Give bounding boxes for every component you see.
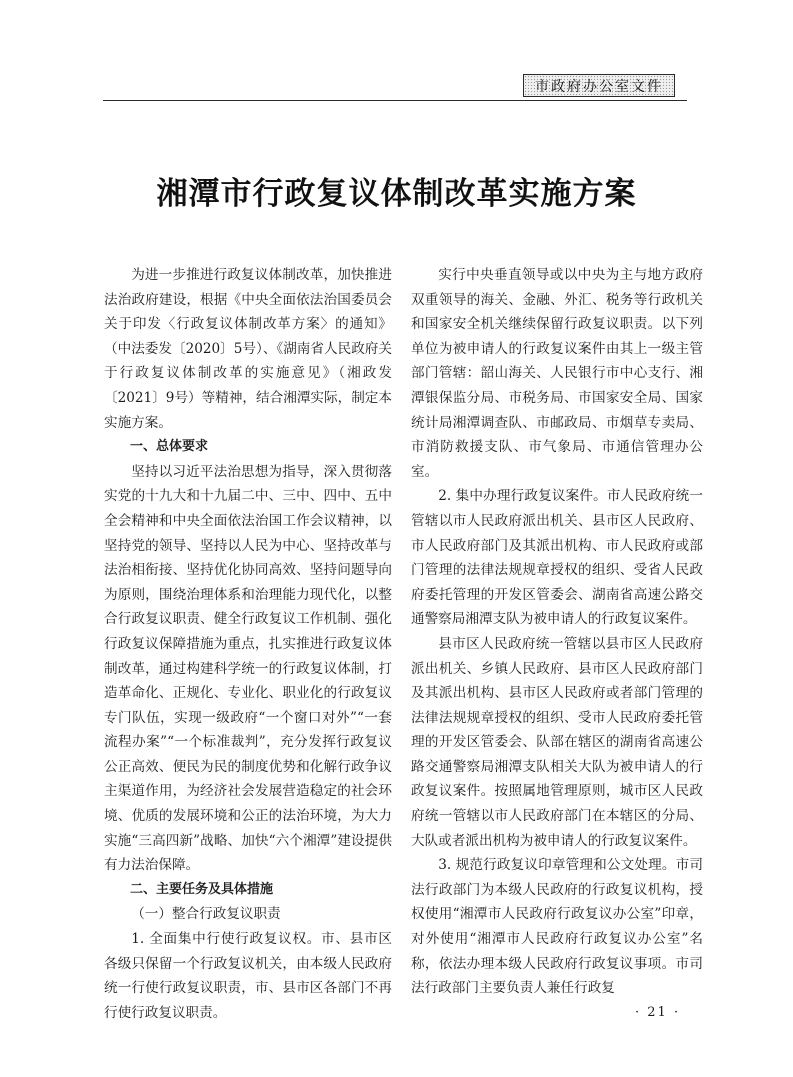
item-2-paragraph: 2. 集中办理行政复议案件。市人民政府统一管辖以市人民政府派出机关、县市区人民政府、市人民政府部门及其派出机构、市人民政府或部门管理的法律法规规章授权的组织、受省人民政府委托管理的开发区管委会、湖南省高速公路交通警察局湘潭支队为被申请人的行政复议案件。	[411, 488, 703, 628]
county-jurisdiction-paragraph: 县市区人民政府统一管辖以县市区人民政府派出机关、乡镇人民政府、县市区人民政府部门及其派出机构、县市区人民政府或者部门管理的法律法规规章授权的组织、受市人民政府委托管理的开发区管委会、队部在辖区的湖南省高速公路交通警察局湘潭支队相关大队为被申请人的行政复议案件。按照属地管理原则，城市区人民政府统一管辖以市人民政府部门在本辖区的分局、大队或者派出机构为被申请人的行政复议案件。	[411, 635, 703, 849]
right-column	[411, 263, 703, 1001]
section-label: 市政府办公室文件	[523, 74, 675, 97]
intro-paragraph: 为进一步推进行政复议体制改革，加快推进法治政府建设，根据《中央全面依法治国委员会关于印发〈行政复议体制改革方案〉的通知》（中法委发〔2020〕5号）、《湖南省人民政府关于行政复议体制改革的实施意见》（湘政发〔2021〕9号）等精神，结合湘潭实际，制定本实施方案。	[104, 267, 392, 431]
header-rule	[103, 100, 687, 101]
item-1-paragraph: 1. 全面集中行使行政复议权。市、县市区各级只保留一个行政复议机关，由本级人民政府统一行使行政复议职责，市、县市区各部门不再行使行政复议职责。	[104, 931, 392, 1021]
document-title: 湘潭市行政复议体制改革实施方案	[156, 176, 637, 212]
page-number: · 21 ·	[635, 1005, 681, 1020]
section-heading-main-tasks: 二、主要任务及具体措施	[130, 881, 274, 897]
item-3-paragraph: 3. 规范行政复议印章管理和公文处理。市司法行政部门为本级人民政府的行政复议机构，授权使用“湘潭市人民政府行政复议办公室”印章，对外使用“湘潭市人民政府行政复议办公室”名称，依法办理本级人民政府行政复议事项。市司法行政部门主要负责人兼任行政复	[411, 857, 703, 997]
subsection-heading-integrate-duties: （一）整合行政复议职责	[131, 906, 281, 923]
item-1-continuation-paragraph: 实行中央垂直领导或以中央为主与地方政府双重领导的海关、金融、外汇、税务等行政机关和国家安全机关继续保留行政复议职责。以下列单位为被申请人的行政复议案件由其上一级主管部门管辖：韶山海关、人民银行市中心支行、湘潭银保监分局、市税务局、市国家安全局、国家统计局湘潭调查队、市邮政局、市烟草专卖局、市消防救援支队、市气象局、市通信管理办公室。	[411, 267, 703, 480]
section-heading-general-requirements: 一、总体要求	[130, 439, 209, 455]
general-requirements-paragraph: 坚持以习近平法治思想为指导，深入贯彻落实党的十九大和十九届二中、三中、四中、五中全会精神和中央全面依法治国工作会议精神，以坚持党的领导、坚持以人民为中心、坚持改革与法治相衔接、坚持优化协同高效、坚持问题导向为原则，围绕治理体系和治理能力现代化，以整合行政复议职责、健全行政复议工作机制、强化行政复议保障措施为重点，扎实推进行政复议体制改革，通过构建科学统一的行政复议体制，打造革命化、正规化、专业化、职业化的行政复议专门队伍，实现一级政府“一个窗口对外”“一套流程办案”“一个标准裁判”，充分发挥行政复议公正高效、便民为民的制度优势和化解行政争议主渠道作用，为经济社会发展营造稳定的社会环境、优质的发展环境和公正的法治环境，为大力实施“三高四新”战略、加快“六个湘潭”建设提供有力法治保障。	[104, 463, 392, 874]
left-column	[104, 263, 392, 1025]
